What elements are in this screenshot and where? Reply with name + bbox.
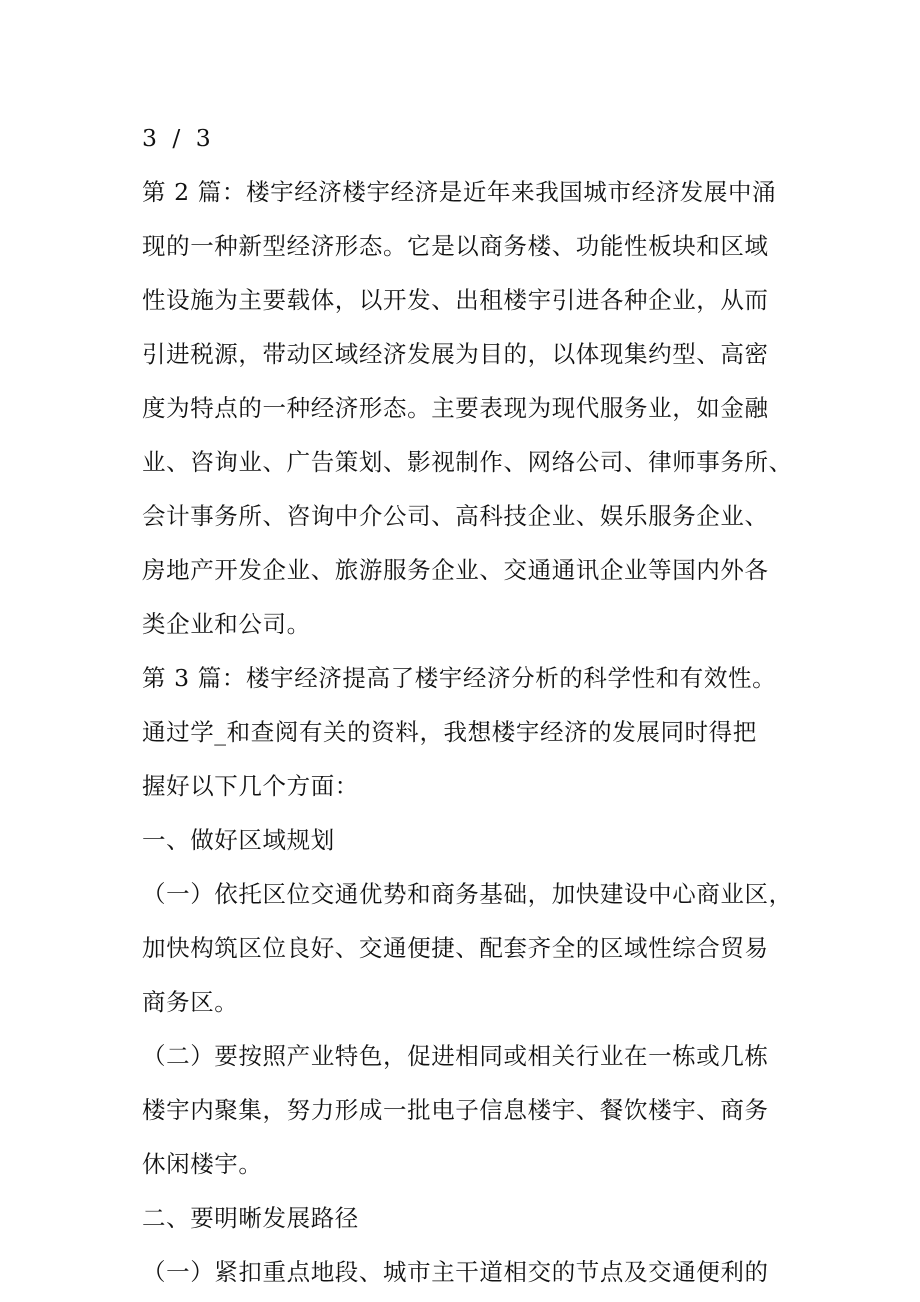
text-line-19: 休闲楼宇。 — [142, 1150, 263, 1178]
text-line-9: 类企业和公司。 — [142, 610, 311, 638]
text-line-17: （二）要按照产业特色，促进相同或相关行业在一栋或几栋 — [142, 1042, 769, 1070]
text-line-10: 第 3 篇：楼宇经济提高了楼宇经济分析的科学性和有效性。 — [142, 664, 777, 692]
text-line-3: 性设施为主要载体，以开发、出租楼宇引进各种企业，从而 — [142, 286, 769, 314]
text-line-12: 握好以下几个方面： — [142, 772, 359, 800]
text-line-11: 通过学_和查阅有关的资料，我想楼宇经济的发展同时得把 — [142, 718, 757, 746]
text-line-6: 业、咨询业、广告策划、影视制作、网络公司、律师事务所、 — [142, 448, 793, 476]
text-line-16: 商务区。 — [142, 988, 239, 1016]
section-heading-2: 二、要明晰发展路径 — [142, 1204, 359, 1232]
text-line-5: 度为特点的一种经济形态。主要表现为现代服务业，如金融 — [142, 394, 769, 422]
text-line-21: （一）紧扣重点地段、城市主干道相交的节点及交通便利的 — [142, 1258, 769, 1286]
text-line-1: 第 2 篇：楼宇经济楼宇经济是近年来我国城市经济发展中涌 — [142, 178, 777, 206]
text-line-18: 楼宇内聚集，努力形成一批电子信息楼宇、餐饮楼宇、商务 — [142, 1096, 769, 1124]
text-line-2: 现的一种新型经济形态。它是以商务楼、功能性板块和区域 — [142, 232, 769, 260]
text-line-7: 会计事务所、咨询中介公司、高科技企业、娱乐服务企业、 — [142, 502, 769, 530]
section-heading-1: 一、做好区域规划 — [142, 826, 335, 854]
text-line-15: 加快构筑区位良好、交通便捷、配套齐全的区域性综合贸易 — [142, 934, 769, 962]
text-line-14: （一）依托区位交通优势和商务基础，加快建设中心商业区， — [142, 880, 793, 908]
text-line-8: 房地产开发企业、旅游服务企业、交通通讯企业等国内外各 — [142, 556, 769, 584]
page-number: 3 / 3 — [142, 124, 215, 152]
document-body — [142, 118, 802, 1302]
text-line-4: 引进税源，带动区域经济发展为目的，以体现集约型、高密 — [142, 340, 769, 368]
